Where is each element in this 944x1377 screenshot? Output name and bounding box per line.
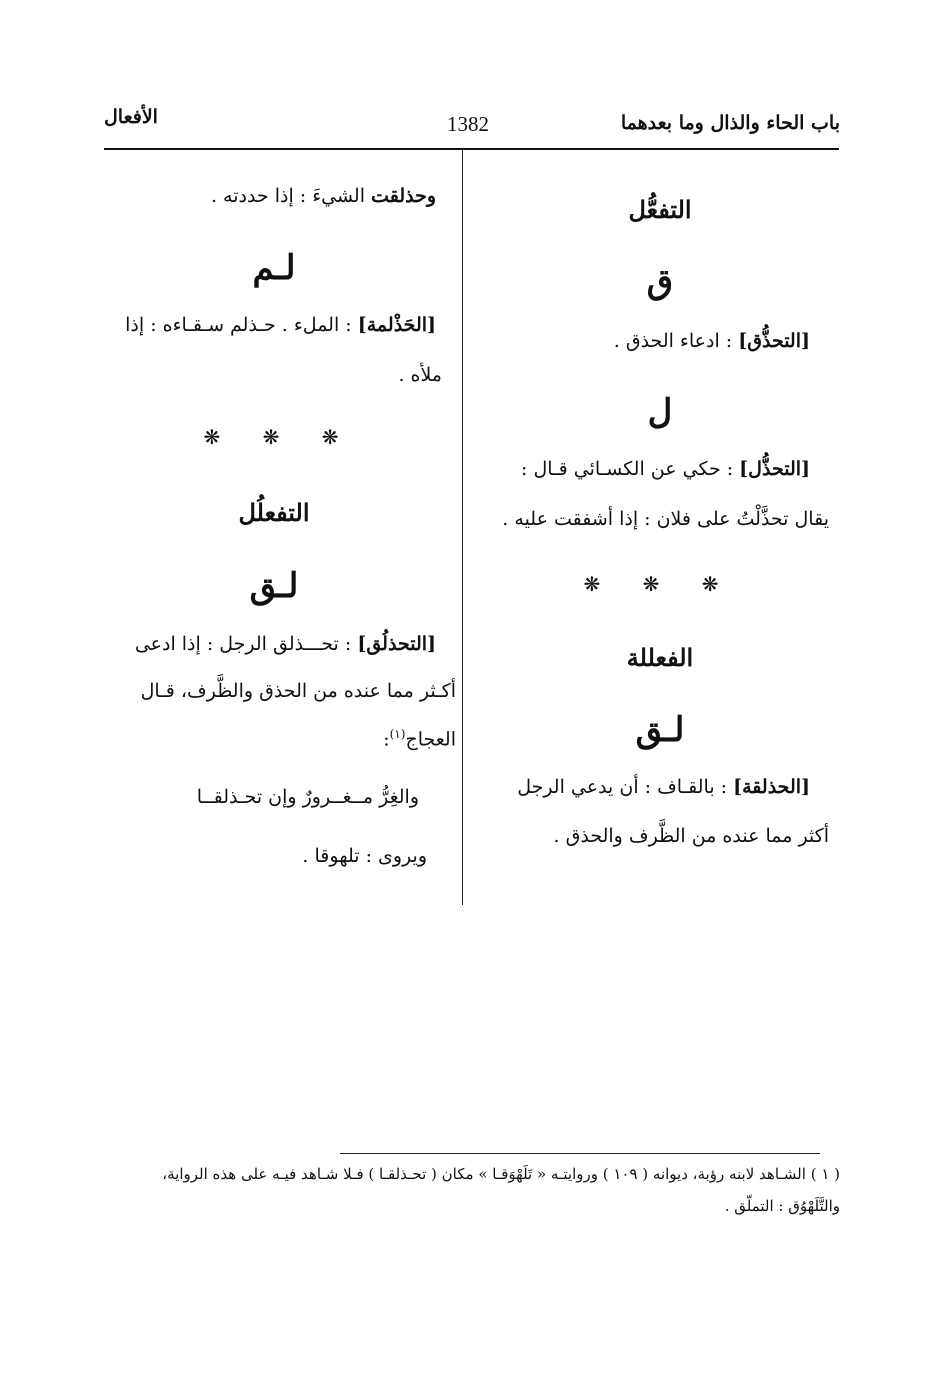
root-heading-lam-qaf: لـق (635, 710, 685, 750)
form-heading-tafa3lul: التفعلُل (238, 498, 310, 527)
entry-definition: : الملء . حـذلم سـقـاءه : إذا (125, 314, 352, 336)
page-number: 1382 (447, 112, 489, 136)
entry-definition: : حكي عن الكسـائي قـال : (521, 458, 734, 480)
entry-headword: [التحذلُق] (357, 633, 436, 655)
running-header-chapter: باب الحاء والذال وما بعدهما (620, 112, 840, 134)
root-heading-lam-qaf: لـق (249, 566, 299, 606)
entry-tahadhluq (135, 633, 436, 656)
entry-tahadhdhuq (614, 330, 810, 353)
entry-definition: : ادعاء الحذق . (613, 330, 733, 352)
running-header-section: الأفعال (104, 106, 158, 128)
entry-tahadhdhul (521, 458, 810, 481)
entry-tahadhdhul-line2: يقال تحذَّلْتُ على فلان : إذا أشفقت عليه . (502, 508, 829, 530)
entry-headword: وحذلقت (371, 185, 436, 207)
entry-headword: [التحذُّل] (739, 458, 810, 480)
root-heading-lam: ل (647, 392, 673, 432)
form-heading-tafa33ul: التفعُّل (628, 195, 692, 224)
entry-hadhlama-line2: ملأه . (398, 364, 442, 386)
entry-definition: : بالقـاف : أن يدعي الرجل (517, 776, 728, 798)
form-heading-fa3lala: الفعللة (626, 643, 694, 672)
header-rule (104, 148, 839, 150)
entry-headword: [التحذُّق] (738, 330, 810, 352)
entry-definition: : تحـــذلق الرجل : إذا ادعى (134, 633, 352, 655)
footnote-rule (340, 1153, 820, 1154)
root-heading-lam-mim: لـم (252, 248, 296, 288)
section-divider-stars: ❋ ❋ ❋ (203, 425, 357, 449)
verse-line: والغِرُّ مــغــرورٌ وإن تحـذلقــا (196, 786, 419, 808)
variant-reading: ويروى : تلهوقا . (302, 845, 427, 867)
entry-tahadhluq-line3 (383, 727, 456, 751)
entry-definition: الشيءَ : إذا حددته . (210, 185, 365, 207)
section-divider-stars: ❋ ❋ ❋ (583, 572, 737, 596)
footnote-line2: والتَّلَهْوُق : التملّق . (724, 1197, 840, 1215)
footnote-line1: ( ١ ) الشـاهد لابنه رؤبة، ديوانه ( ١٠٩ ) وروايتـه « تَلَهْوَقـا » مكان ( تحـذلقـا ) فـلا شـاهد فيـه على هذه الرواية، (162, 1165, 840, 1183)
column-divider (462, 150, 463, 905)
entry-tahadhluq-line2: أكـثر مما عنده من الحذق والظَّرف، قـال (140, 680, 456, 702)
entry-hadhlaqa-line2: أكثر مما عنده من الظَّرف والحذق . (553, 825, 829, 847)
entry-hadhlaqtu (211, 185, 436, 208)
entry-hadhlama (125, 314, 436, 337)
root-heading-qaf: ق (646, 262, 674, 302)
poet-name: العجاج (405, 728, 456, 751)
footnote-ref: (١) (389, 727, 406, 741)
entry-hadhlaqa (517, 776, 810, 799)
colon: : (383, 728, 390, 751)
entry-headword: [الحذلقة] (733, 776, 810, 798)
entry-headword: [الحَذْلمة] (357, 314, 436, 336)
